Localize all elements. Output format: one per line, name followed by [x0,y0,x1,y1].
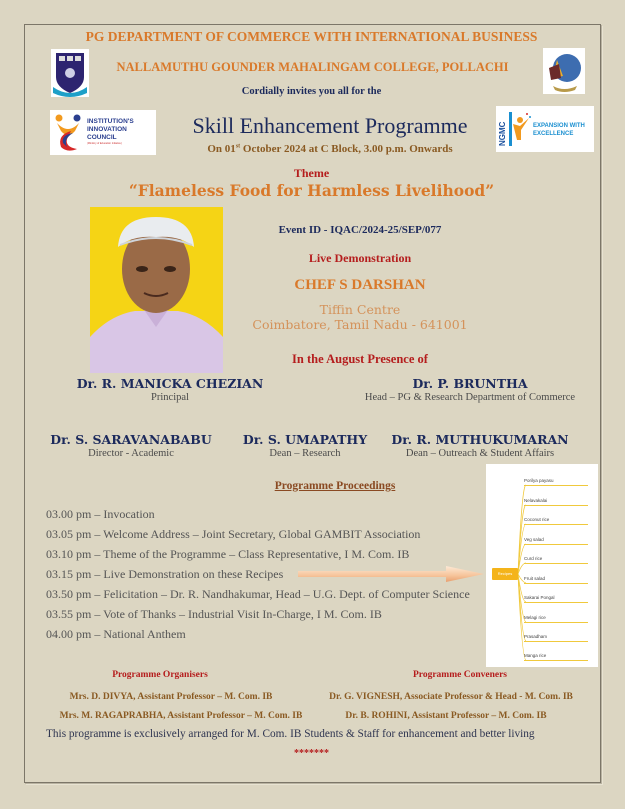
invite-line: Cordially invites you all for the [241,86,382,97]
recipe-item: Nelavakalai [524,498,588,506]
convener-1: Dr. G. VIGNESH, Associate Professor & Head - M. Com. IB [329,692,573,702]
department-title: PG DEPARTMENT OF COMMERCE WITH INTERNATIONAL BUSINESS [85,29,538,44]
recipe-item: Prasadham [524,634,588,642]
iic-emblem-icon [53,113,83,153]
event-id: Event ID - IQAC/2024-25/SEP/077 [278,224,442,236]
recipe-item: Veg salad [524,537,588,545]
proceeding-item: 04.00 pm – National Anthem [46,627,186,641]
iic-line4: (Ministry of Education Initiative) [87,142,122,145]
chef-photo [90,207,223,373]
ngmc-figure-icon [509,112,531,146]
ngmc-line1: EXPANSION WITH [533,123,585,129]
arrow-right-icon [296,564,486,584]
proceedings-heading: Programme Proceedings [274,480,396,492]
proceeding-item: 03.15 pm – Live Demonstration on these Recipes [46,567,284,581]
recipe-item: Curd rice [524,556,588,564]
dignitary-dean-research [230,432,380,459]
dignitary-name: Dr. R. MUTHUKUMARAN [391,432,569,447]
dignitary-name: Dr. R. MANICKA CHEZIAN [76,376,264,391]
recipe-item: Melagi rice [524,615,588,623]
dignitary-role: Director - Academic [88,448,174,459]
footer-note: This programme is exclusively arranged for M. Com. IB Students & Staff for enhancement and better living [46,728,535,740]
ngmc-side-text: NGMC [498,121,507,146]
iic-logo [50,110,156,155]
iic-line2: INNOVATION [87,126,127,133]
proceeding-item: 03.50 pm – Felicitation – Dr. R. Nandhakumar, Head – U.G. Dept. of Computer Science [46,587,470,601]
event-type: Live Demonstration [308,251,412,265]
iic-line3: COUNCIL [87,134,117,141]
dignitary-dean-outreach [380,432,580,459]
programme-title: Skill Enhancement Programme [192,113,468,138]
proceeding-item: 03.55 pm – Vote of Thanks – Industrial Visit In-Charge, I M. Com. IB [46,607,382,621]
theme-title: “Flameless Food for Harmless Livelihood” [128,181,495,200]
dignitary-role: Principal [151,392,189,403]
conveners-heading: Programme Conveners [412,670,507,680]
dignitary-role: Dean – Outreach & Student Affairs [405,448,555,459]
recipes-mind-map [486,464,598,667]
dignitary-hod [340,376,600,403]
ngmc-line2: EXCELLENCE [533,131,574,137]
chef-address: Coimbatore, Tamil Nadu - 641001 [252,317,468,332]
dignitary-name: Dr. S. SARAVANABABU [50,432,212,447]
organisers-heading: Programme Organisers [112,670,208,680]
presence-heading: In the August Presence of [292,352,428,366]
dignitary-role: Dean – Research [269,448,341,459]
date-rest: October 2024 at C Block, 3.00 p.m. Onwards [240,143,453,155]
date-prefix: On 01 [207,143,236,155]
theme-label: Theme [293,166,330,180]
recipe-item: Sakarai Pongal [524,595,588,603]
recipe-item: Coconut rice [524,517,588,525]
convener-2: Dr. B. ROHINI, Assistant Professor – M. Com. IB [345,711,547,721]
proceeding-item: 03.00 pm – Invocation [46,507,155,521]
proceeding-item: 03.05 pm – Welcome Address – Joint Secretary, Global GAMBIT Association [46,527,421,541]
organiser-1: Mrs. D. DIVYA, Assistant Professor – M. Com. IB [69,692,273,702]
footer-stars: ******* [294,748,329,759]
recipe-item: Fruit salad [524,576,588,584]
college-name: NALLAMUTHU GOUNDER MAHALINGAM COLLEGE, POLLACHI [116,60,509,74]
dignitary-director [36,432,226,459]
organiser-2: Mrs. M. RAGAPRABHA, Assistant Professor – M. Com. IB [59,711,303,721]
proceeding-item: 03.10 pm – Theme of the Programme – Class Representative, I M. Com. IB [46,547,410,561]
dignitary-name: Dr. P. BRUNTHA [412,376,528,391]
chef-portrait-icon [90,207,223,373]
chef-place: Tiffin Centre [319,302,401,317]
ngmc-logo [496,106,594,152]
recipe-item: Porilya payasu [524,478,588,486]
mind-map-root: Recipes [492,568,518,580]
dignitary-role: Head – PG & Research Department of Commerce [364,392,576,403]
recipe-item: Manga rice [524,653,588,661]
dignitary-principal [60,376,280,403]
dignitary-name: Dr. S. UMAPATHY [242,432,368,447]
date-suffix: st [235,143,241,150]
chef-name: CHEF S DARSHAN [294,277,426,293]
iic-line1: INSTITUTION'S [87,118,134,125]
event-date-line [160,143,500,155]
